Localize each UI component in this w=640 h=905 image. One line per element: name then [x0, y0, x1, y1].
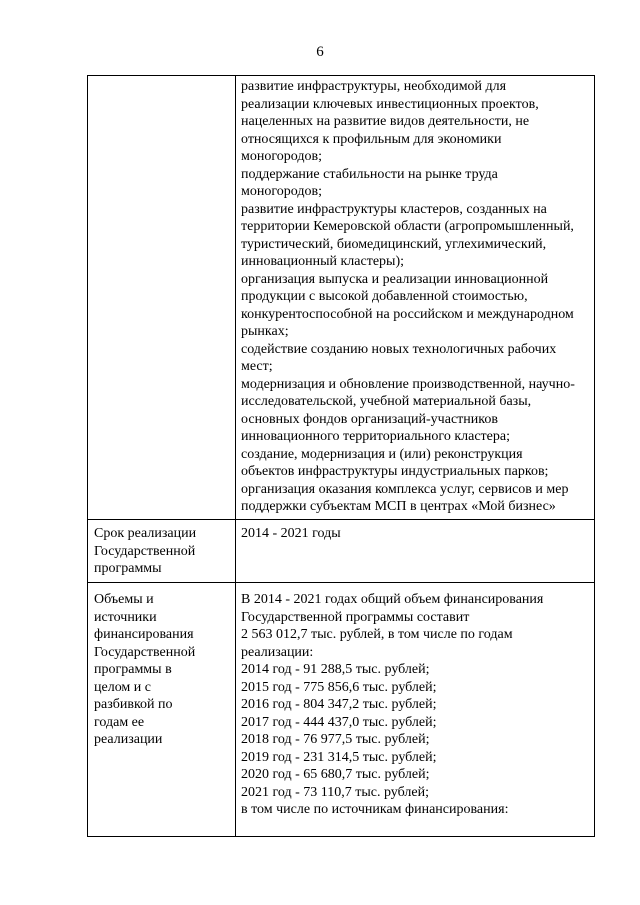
goals-line: поддержание стабильности на рынке труда [241, 166, 498, 182]
finance-line: 2015 год - 775 856,6 тыс. рублей; [241, 679, 437, 695]
finance-line: В 2014 - 2021 годах общий объем финансирования [241, 592, 544, 607]
content-cell-goals [236, 76, 595, 520]
goals-line: туристический, биомедицинский, углехимический, [241, 236, 547, 252]
finance-label-line: Объемы и [94, 592, 154, 607]
program-passport-table [87, 75, 595, 837]
finance-line: 2014 год - 91 288,5 тыс. рублей; [241, 662, 430, 677]
page-number: 6 [316, 44, 324, 60]
finance-label-line: Государственной [94, 644, 196, 660]
label-cell-goals [88, 76, 236, 520]
goals-line: модернизация и обновление производственной, научно- [241, 376, 575, 392]
finance-line: 2019 год - 231 314,5 тыс. рублей; [241, 749, 437, 765]
finance-line: 2017 год - 444 437,0 тыс. рублей; [241, 714, 437, 730]
term-label-line: программы [94, 561, 162, 576]
goals-line: содействие созданию новых технологичных рабочих [241, 341, 557, 357]
goals-line: создание, модернизация и (или) реконструкция [241, 446, 523, 462]
goals-line: моногородов; [241, 149, 322, 164]
label-cell-finance [88, 583, 236, 837]
goals-line: инновационный кластеры); [241, 254, 404, 269]
goals-line: продукции с высокой добавленной стоимостью, [241, 289, 528, 304]
finance-label-line: реализации [94, 732, 163, 747]
goals-line: инновационного территориального кластера; [241, 429, 510, 444]
goals-line: основных фондов организаций-участников [241, 411, 498, 427]
finance-label-line: годам ее [94, 714, 145, 730]
finance-label-line: программы в [94, 662, 172, 677]
goals-line: исследовательской, учебной материальной базы, [241, 394, 532, 409]
table-row-goals [88, 76, 595, 520]
finance-line: 2018 год - 76 977,5 тыс. рублей; [241, 732, 430, 747]
finance-line: реализации: [241, 644, 314, 660]
finance-line: Государственной программы составит [241, 609, 470, 625]
goals-line: моногородов; [241, 184, 322, 199]
goals-line: развитие инфраструктуры, необходимой для [241, 79, 507, 94]
term-label-line: Государственной [94, 543, 196, 559]
finance-line: 2021 год - 73 110,7 тыс. рублей; [241, 784, 429, 800]
label-cell-term [88, 520, 236, 583]
table-row-finance [88, 583, 595, 837]
finance-label-line: целом и с [94, 679, 151, 695]
goals-line: нацеленных на развитие видов деятельности, не [241, 114, 530, 129]
goals-line: территории Кемеровской области (агропромышленный, [241, 219, 574, 234]
goals-line: организация выпуска и реализации инновационной [241, 271, 549, 287]
goals-line: организация оказания комплекса услуг, сервисов и мер [241, 481, 569, 497]
finance-label-line: разбивкой по [94, 697, 173, 712]
goals-line: объектов инфраструктуры индустриальных парков; [241, 464, 549, 479]
term-value: 2014 - 2021 годы [241, 526, 341, 541]
goals-line: мест; [241, 359, 273, 374]
content-cell-finance [236, 583, 595, 837]
finance-line: в том числе по источникам финансирования: [241, 802, 509, 817]
goals-line: относящихся к профильным для экономики [241, 131, 502, 147]
term-label-line: Срок реализации [94, 526, 197, 541]
finance-line: 2 563 012,7 тыс. рублей, в том числе по годам [241, 627, 513, 642]
goals-line: реализации ключевых инвестиционных проектов, [241, 96, 539, 112]
content-cell-term [236, 520, 595, 583]
finance-label-line: источники [94, 609, 157, 625]
goals-line: развитие инфраструктуры кластеров, созданных на [241, 201, 547, 217]
goals-line: поддержки субъектам МСП в центрах «Мой бизнес» [241, 499, 556, 514]
goals-line: конкурентоспособной на российском и международном [241, 306, 574, 322]
goals-line: рынках; [241, 324, 289, 339]
finance-line: 2020 год - 65 680,7 тыс. рублей; [241, 767, 430, 782]
finance-line: 2016 год - 804 347,2 тыс. рублей; [241, 697, 437, 712]
finance-label-line: финансирования [94, 627, 194, 642]
table-row-term [88, 520, 595, 583]
